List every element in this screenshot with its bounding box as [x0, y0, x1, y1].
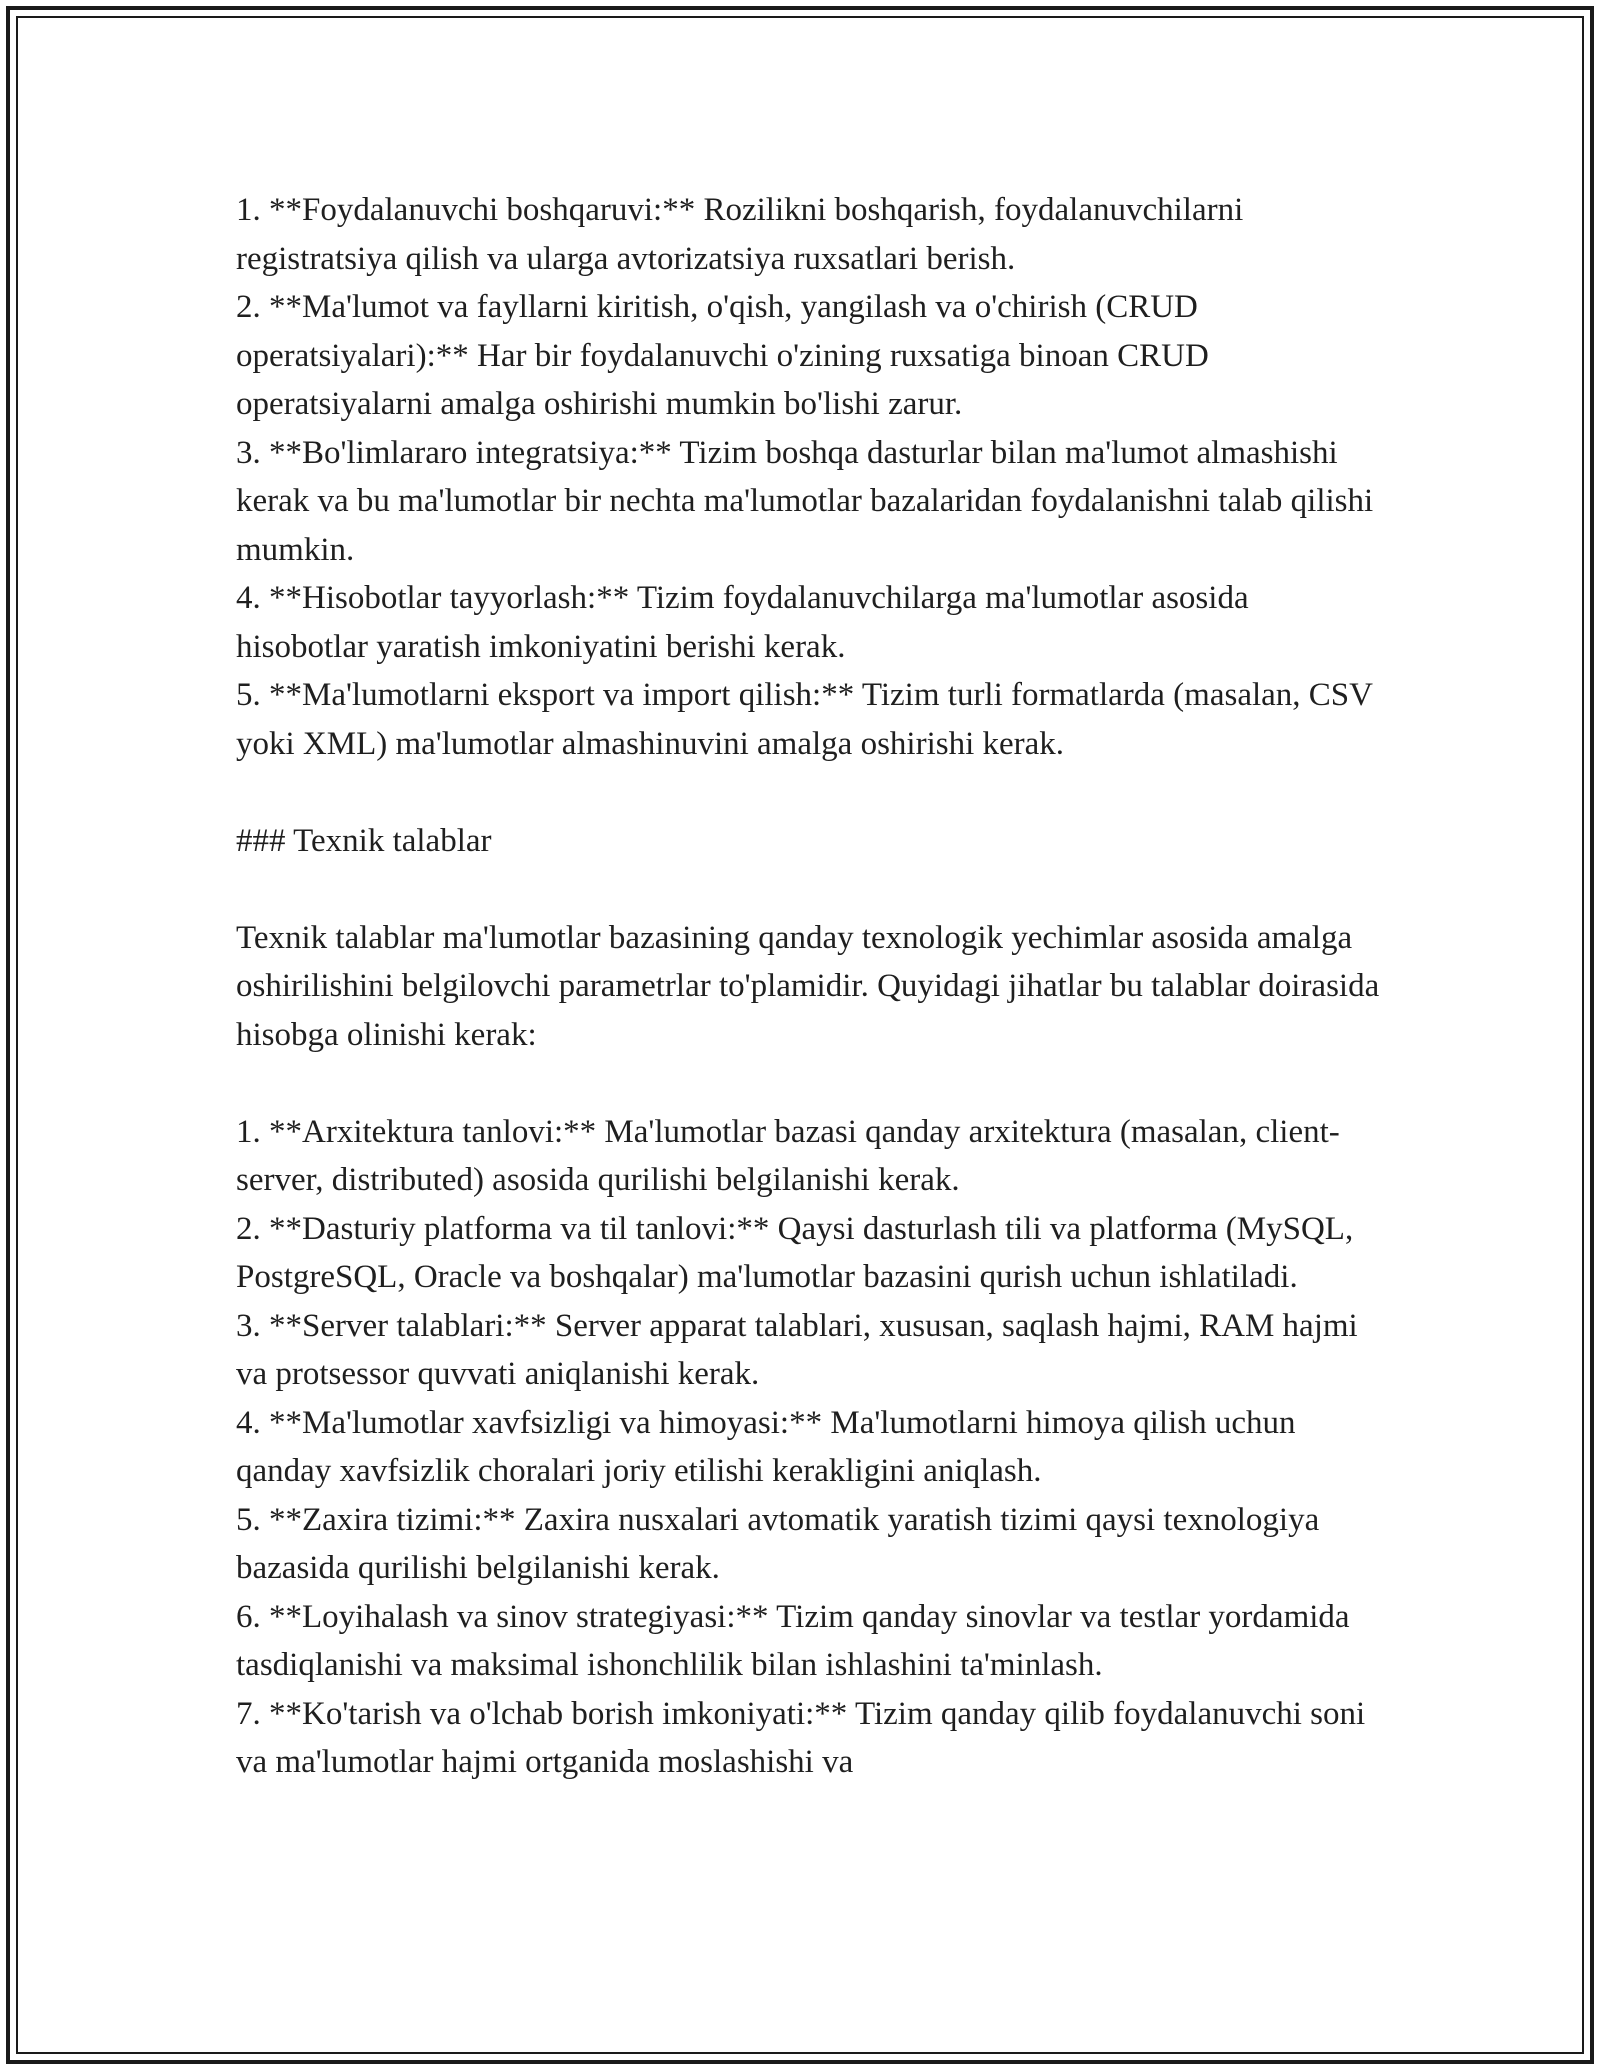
blank-line: [236, 768, 1386, 817]
functional-item-3: 3. **Bo'limlararo integratsiya:** Tizim boshqa dasturlar bilan ma'lumot almashishi kerak va bu ma'lumotlar bir nechta ma'lumotlar bazalaridan foydalanishni talab qilishi mumkin.: [236, 434, 1374, 568]
technical-item-1: 1. **Arxitektura tanlovi:** Ma'lumotlar bazasi qanday arxitektura (masalan, client-server, distributed) asosida qurilishi belgilanishi kerak.: [236, 1113, 1340, 1198]
technical-item-2: 2. **Dasturiy platforma va til tanlovi:** Qaysi dasturlash tili va platforma (MySQL, PostgreSQL, Oracle va boshqalar) ma'lumotlar bazasini qurish uchun ishlatiladi.: [236, 1210, 1354, 1295]
functional-item-1: 1. **Foydalanuvchi boshqaruvi:** Rozilikni boshqarish, foydalanuvchilarni registratsiya qilish va ularga avtorizatsiya ruxsatlari berish.: [236, 192, 1244, 277]
functional-item-5: 5. **Ma'lumotlarni eksport va import qilish:** Tizim turli formatlarda (masalan, CSV yoki XML) ma'lumotlar almashinuvini amalga oshirishi kerak.: [236, 677, 1373, 762]
technical-item-5: 5. **Zaxira tizimi:** Zaxira nusxalari avtomatik yaratish tizimi qaysi texnologiya bazasida qurilishi belgilanishi kerak.: [236, 1501, 1320, 1586]
functional-item-2: 2. **Ma'lumot va fayllarni kiritish, o'qish, yangilash va o'chirish (CRUD operatsiyalari):** Har bir foydalanuvchi o'zining ruxsatiga binoan CRUD operatsiyalarni amalga oshirishi mumkin bo'lishi zarur.: [236, 289, 1209, 422]
technical-item-3: 3. **Server talablari:** Server apparat talablari, xususan, saqlash hajmi, RAM hajmi va protsessor quvvati aniqlanishi kerak.: [236, 1307, 1358, 1392]
technical-item-4: 4. **Ma'lumotlar xavfsizligi va himoyasi:** Ma'lumotlarni himoya qilish uchun qanday xavfsizlik choralari joriy etilishi kerakligini aniqlash.: [236, 1404, 1296, 1489]
blank-line: [236, 865, 1386, 914]
technical-item-7: 7. **Ko'tarish va o'lchab borish imkoniyati:** Tizim qanday qilib foydalanuvchi soni va ma'lumotlar hajmi ortganida moslashishi va: [236, 1695, 1366, 1780]
section-heading: ### Texnik talablar: [236, 822, 492, 859]
intro-paragraph: Texnik talablar ma'lumotlar bazasining qanday texnologik yechimlar asosida amalga oshirilishini belgilovchi parametrlar to'plamidir. Quyidagi jihatlar bu talablar doirasida hisobga olinishi kerak:: [236, 919, 1380, 1053]
blank-line: [236, 1059, 1386, 1108]
document-body: [236, 186, 1386, 1787]
technical-item-6: 6. **Loyihalash va sinov strategiyasi:** Tizim qanday sinovlar va testlar yordamida tasdiqlanishi va maksimal ishonchlilik bilan ishlashini ta'minlash.: [236, 1598, 1350, 1683]
functional-item-4: 4. **Hisobotlar tayyorlash:** Tizim foydalanuvchilarga ma'lumotlar asosida hisobotlar yaratish imkoniyatini berishi kerak.: [236, 580, 1249, 665]
